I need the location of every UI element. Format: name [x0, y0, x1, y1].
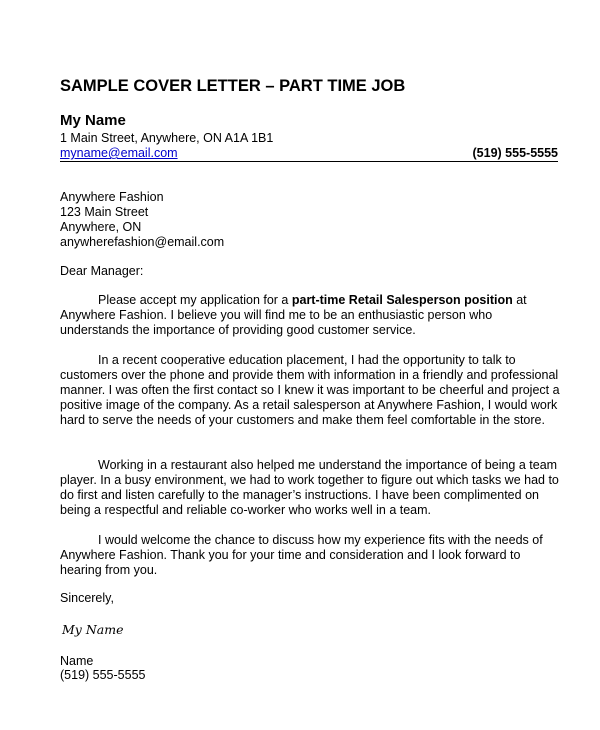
- recipient-company: Anywhere Fashion: [60, 190, 164, 204]
- paragraph-3: Working in a restaurant also helped me understand the importance of being a team player. In a busy environment, we had to work together to figure out which tasks we had to do first and listen carefully to the manager’s instructions. I have been complimented on being a respectful and reliable co-worker who works well in a team.: [60, 458, 559, 517]
- applicant-phone: (519) 555-5555: [472, 146, 558, 160]
- paragraph-4: I would welcome the chance to discuss how my experience fits with the needs of Anywhere Fashion. Thank you for your time and consideration and I look forward to hearing from you.: [60, 533, 543, 577]
- closing: Sincerely,: [60, 591, 114, 605]
- recipient-street: 123 Main Street: [60, 205, 149, 219]
- paragraph-2: In a recent cooperative education placement, I had the opportunity to talk to customers over the phone and provide them with information in a friendly and professional manner. I was often the first contact so I knew it was important to be cheerful and project a positive image of the company. As a retail salesperson at Anywhere Fashion, I would work hard to serve the needs of your customers and make them feel comfortable in the store.: [60, 353, 560, 427]
- salutation: Dear Manager:: [60, 264, 144, 278]
- applicant-name: My Name: [60, 112, 126, 129]
- signature: My Name: [62, 622, 124, 637]
- position-name: part-time Retail Salesperson position: [291, 293, 513, 307]
- recipient-email: anywherefashion@email.com: [60, 235, 225, 249]
- email-link[interactable]: myname@email.com: [60, 146, 178, 160]
- sender-name: Name: [60, 654, 94, 668]
- paragraph-1: Please accept my application for a part-time Retail Salesperson position at Anywhere Fashion. I believe you will find me to be an enthusiastic person who understands the importance of providing good customer service.: [60, 293, 527, 337]
- sender-phone: (519) 555-5555: [60, 668, 146, 682]
- contact-row: [60, 145, 558, 162]
- recipient-block: [60, 190, 224, 250]
- applicant-address: 1 Main Street, Anywhere, ON A1A 1B1: [60, 131, 274, 145]
- document-title: SAMPLE COVER LETTER – PART TIME JOB: [60, 77, 406, 95]
- recipient-city: Anywhere, ON: [60, 220, 142, 234]
